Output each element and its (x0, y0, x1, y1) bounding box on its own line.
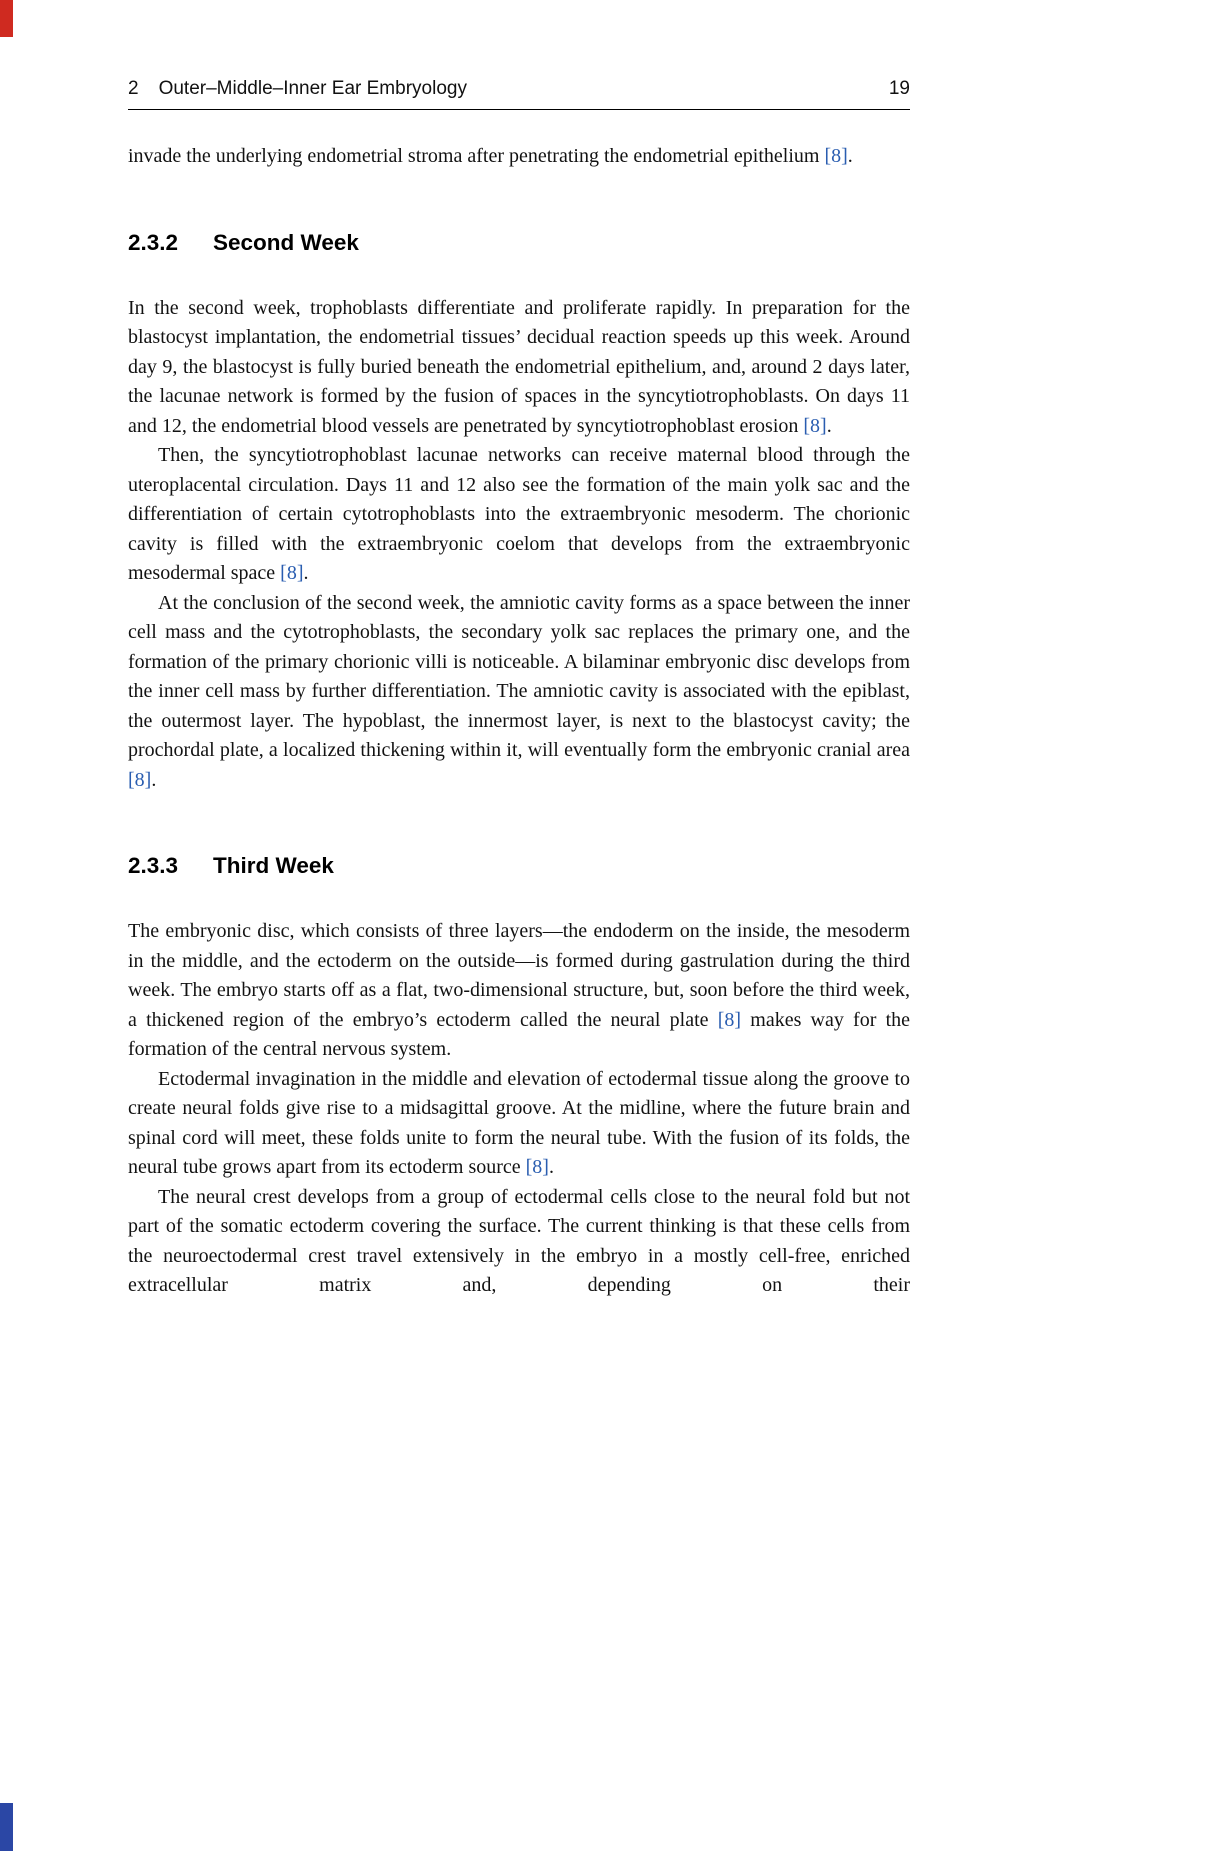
paragraph: The embryonic disc, which consists of three layers—the endoderm on the inside, the mesoderm in the middle, and the ectoderm on the outside—is formed during gastrulation during the third week. The embryo starts off as a flat, two-dimensional structure, but, soon before the third week, a thickened region of the embryo’s ectoderm called the neural plate [8] makes way for the formation of the central nervous system. (128, 920, 911, 1060)
citation-link[interactable]: [8] (717, 1008, 742, 1031)
citation-link[interactable]: [8] (128, 768, 152, 791)
section-number: 2.3.2 (128, 229, 179, 255)
section-heading (128, 853, 910, 879)
citation-link[interactable]: [8] (280, 562, 304, 584)
section-heading (128, 230, 910, 256)
paragraph: The neural crest develops from a group of ectodermal cells close to the neural fold but not part of the somatic ectoderm covering the surface. The current thinking is that these cells from the neuroectodermal crest travel extensively in the embryo in a mostly cell-free, enriched extracellular matrix and, depending on their (128, 1185, 910, 1296)
top-edge-marker (0, 0, 13, 37)
section-title: Second Week (213, 229, 359, 255)
citation-link[interactable]: [8] (824, 145, 848, 167)
paragraph: In the second week, trophoblasts differentiate and proliferate rapidly. In preparation for the blastocyst implantation, the endometrial tissues’ decidual reaction speeds up this week. Around day 9, the blastocyst is fully buried beneath the endometrial epithelium, and, around 2 days later, the lacunae network is formed by the fusion of spaces in the syncytiotrophoblasts. On days 11 and 12, the endometrial blood vessels are penetrated by syncytiotrophoblast erosion [8]. (128, 296, 910, 437)
section-title: Third Week (213, 853, 334, 878)
chapter-number: 2 (128, 78, 139, 99)
section-number: 2.3.3 (128, 853, 179, 878)
bottom-edge-marker (0, 1803, 13, 1851)
citation-link[interactable]: [8] (803, 414, 827, 437)
running-header-left (128, 78, 467, 100)
paragraph: At the conclusion of the second week, the amniotic cavity forms as a space between the inner cell mass and the cytotrophoblasts, the secondary yolk sac replaces the primary one, and the formation of the primary chorionic villi is noticeable. A bilaminar embryonic disc develops from the inner cell mass by further differentiation. The amniotic cavity is associated with the epiblast, the outermost layer. The hypoblast, the innermost layer, is next to the blastocyst cavity; the prochordal plate, a localized thickening within it, will eventually form the embryonic cranial area [8]. (128, 591, 910, 791)
page-body (128, 142, 910, 1301)
running-header (128, 78, 910, 110)
page-number: 19 (888, 78, 910, 99)
paragraph: Ectodermal invagination in the middle and elevation of ectodermal tissue along the groove to create neural folds give rise to a midsagittal groove. At the midline, where the future brain and spinal cord will meet, these folds unite to form the neural tube. With the fusion of its folds, the neural tube grows apart from its ectoderm source [8]. (128, 1067, 910, 1178)
paragraph: invade the underlying endometrial stroma after penetrating the endometrial epithelium [8]. (128, 145, 853, 167)
chapter-title: Outer–Middle–Inner Ear Embryology (158, 78, 467, 99)
paragraph: Then, the syncytiotrophoblast lacunae networks can receive maternal blood through the uteroplacental circulation. Days 11 and 12 also see the formation of the main yolk sac and the differentiation of certain cytotrophoblasts into the extraembryonic mesoderm. The chorionic cavity is filled with the extraembryonic coelom that develops from the extraembryonic mesodermal space [8]. (128, 444, 910, 584)
page (128, 78, 910, 1301)
citation-link[interactable]: [8] (525, 1156, 549, 1178)
